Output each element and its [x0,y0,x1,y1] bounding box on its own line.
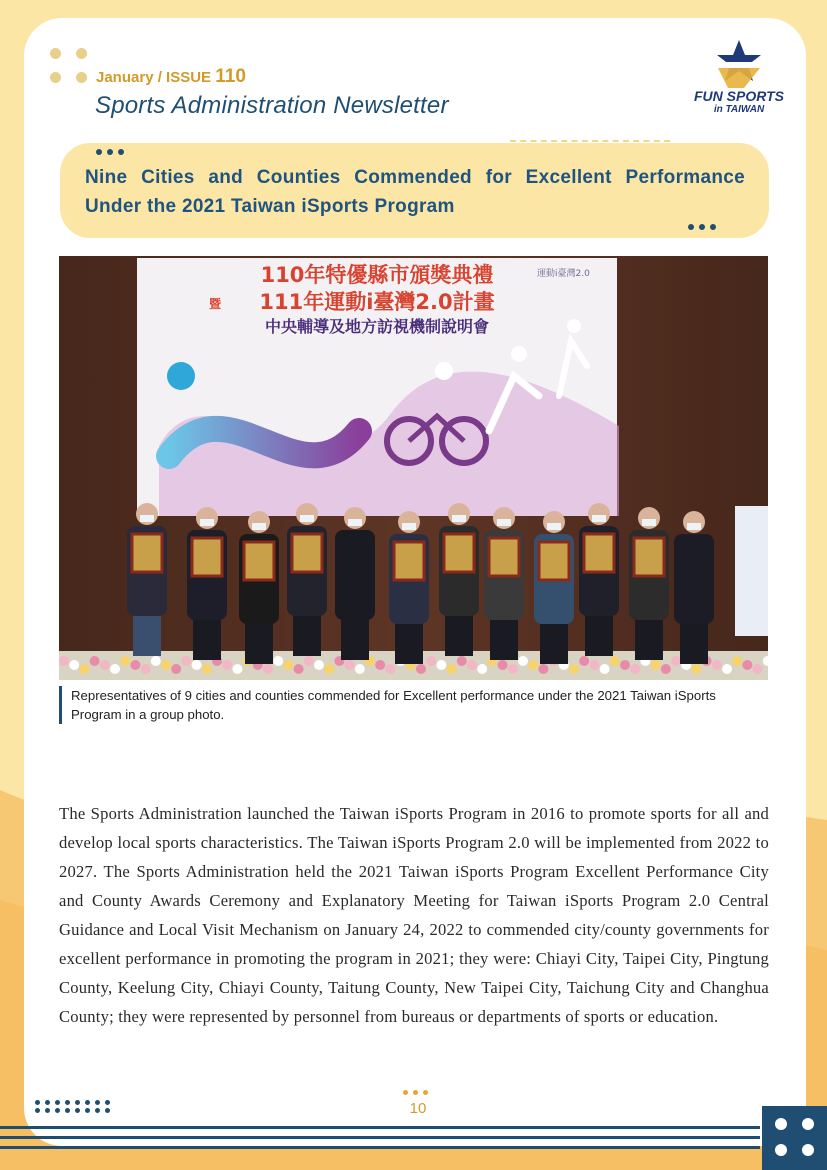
flower [691,664,701,674]
caption-accent-bar [59,686,62,724]
footer-dot [35,1108,40,1113]
flower [130,660,140,670]
flower [426,656,436,666]
flower [232,664,242,674]
footer-dot [85,1100,90,1105]
screen-title-line3: 中央輔導及地方訪視機制說明會 [264,317,490,336]
award-plaque [634,538,664,576]
flower [283,660,293,670]
flower [457,656,467,666]
flower [181,656,191,666]
issue-month: January / ISSUE [96,69,212,86]
flower [355,664,365,674]
article-body: The Sports Administration launched the Taiwan iSports Program in 2016 to promote sports for all and develop local sports characteristics. The Taiwan iSports Program 2.0 will be implemented from 2022 to 2027. The Sports Administration held the 2021 Taiwan iSports Program Excellent Performance City and County Awards Ceremony and Explanatory Meeting for Taiwan iSports Program 2.0 Central Guidance and Local Visit Mechanism on January 24, 2022 to commended city/county governments for excellent performance in promoting the program in 2021; they were: Chiayi City, Taipei City, Pingtung County, Keelung City, Chiayi County, Taitung County, New Taipei City, Taichung City and Changhua County; they were represented by personnel from bureaus or departments of sports or education. [59,804,769,1026]
award-plaque [489,538,519,576]
headline [85,163,745,221]
star-emblem-icon [684,38,794,90]
flower [100,660,110,670]
flower [69,660,79,670]
footer-dot [75,1108,80,1113]
flower [375,660,385,670]
flower [579,656,589,666]
flower [192,660,202,670]
award-plaque [444,534,474,572]
newsletter-title: Sports Administration Newsletter [95,92,449,119]
flower [294,664,304,674]
award-plaque [292,534,322,572]
flower [671,656,681,666]
award-plaque [394,542,424,580]
flower [498,660,508,670]
flower [385,664,395,674]
footer-dot [65,1100,70,1105]
flower [569,664,579,674]
footer-decorative-dots [35,1100,111,1114]
logo-line1: FUN SPORTS [694,88,784,104]
footer-dot [105,1100,110,1105]
screen-title-line2: 111年運動i臺灣2.0計畫 [259,290,495,314]
flower [651,660,661,670]
footer-dot [65,1108,70,1113]
flower [79,664,89,674]
screen-title-line1: 110年特優縣市頒獎典禮 [260,263,494,287]
award-plaque [584,534,614,572]
flower [273,656,283,666]
flower [508,664,518,674]
flower [589,660,599,670]
photo-caption: Representatives of 9 cities and counties commended for Excellent performance under the 2021 Taiwan iSports Program in a group photo. [71,688,716,722]
footer-dot [35,1100,40,1105]
flower [161,660,171,670]
footer-corner-block [762,1106,827,1170]
decorative-dots [48,46,96,86]
flower [171,664,181,674]
flower [528,660,538,670]
flower [222,660,232,670]
flower [110,664,120,674]
issue-label [96,66,246,88]
flower [732,656,742,666]
issue-number: 110 [215,66,246,87]
headline-dots-top [96,149,124,155]
page-number-dots [403,1090,428,1095]
flower [600,664,610,674]
award-plaque [192,538,222,576]
flower [202,664,212,674]
flower [753,664,763,674]
headline-line1: Nine Cities and Counties Commended for Excellent Performance [85,167,745,188]
flower [538,664,548,674]
footer-dot [55,1100,60,1105]
dashed-divider [510,140,670,142]
logo-line2: in TAIWAN [713,104,765,115]
award-plaque [539,542,569,580]
screen-title-prefix: 暨 [209,297,222,311]
flower [518,656,528,666]
fun-sports-logo [684,38,794,120]
flower [59,656,69,666]
event-group-photo [59,256,768,680]
page-number: 10 [409,1100,427,1117]
flower [90,656,100,666]
flower [742,660,752,670]
flower [610,656,620,666]
headline-box [60,143,769,238]
award-plaque [244,542,274,580]
flower [436,660,446,670]
footer-dot [95,1108,100,1113]
flower [263,664,273,674]
footer-dot [105,1108,110,1113]
flower [345,660,355,670]
flower [304,656,314,666]
flower [314,660,324,670]
flower [151,656,161,666]
flower [447,664,457,674]
group-photo-image [59,256,768,680]
flower [630,664,640,674]
flower [712,660,722,670]
flower [416,664,426,674]
flower [620,660,630,670]
flower [120,656,130,666]
footer-dot [45,1100,50,1105]
award-plaque [132,534,162,572]
footer-dot [55,1108,60,1113]
footer-dot [95,1100,100,1105]
flower [324,664,334,674]
footer-stripes [0,1124,827,1170]
flower [722,664,732,674]
headline-line2: Under the 2021 Taiwan iSports Program [85,196,455,217]
flower [467,660,477,670]
flower [661,664,671,674]
footer-dot [75,1100,80,1105]
footer-dot [45,1108,50,1113]
footer-dot [85,1108,90,1113]
flower [141,664,151,674]
screen-corner-logo: 運動i臺灣2.0 [537,269,590,279]
headline-dots-bottom [688,224,716,230]
flower [477,664,487,674]
